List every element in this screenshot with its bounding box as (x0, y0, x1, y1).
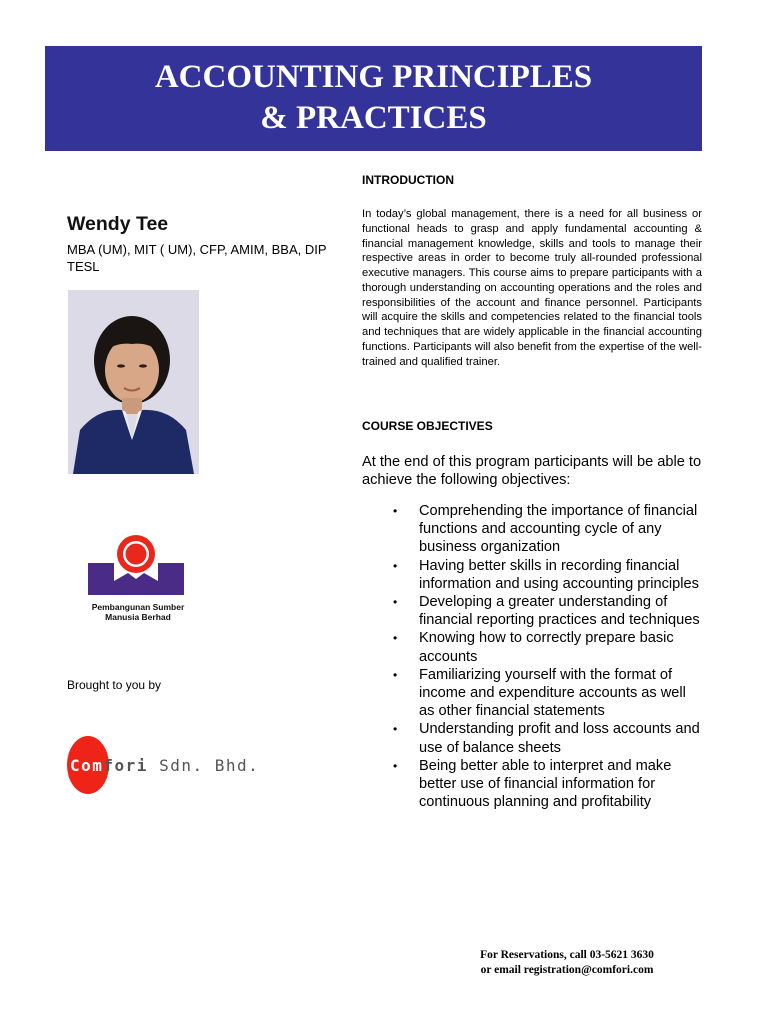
objective-item (393, 557, 703, 593)
title-banner (45, 46, 702, 151)
objective-text: Being better able to interpret and make better use of financial information for continuous planning and profitability (419, 757, 672, 811)
title-line-1: ACCOUNTING PRINCIPLES (154, 59, 593, 95)
objective-item (393, 629, 703, 665)
title-line-2: & PRACTICES (260, 100, 487, 136)
psmb-name-line-1: Pembangunan Sumber (91, 602, 185, 612)
trainer-photo (68, 290, 199, 474)
psmb-name-line-2: Manusia Berhad (105, 612, 171, 622)
comfori-logo-fori: fori (103, 756, 148, 775)
objective-item (393, 720, 703, 756)
objective-text: Understanding profit and loss accounts and use of balance sheets (419, 721, 700, 756)
comfori-logo (66, 736, 266, 796)
bullet-icon: • (393, 758, 398, 773)
trainer-name: Wendy Tee (67, 213, 169, 235)
psmb-logo (66, 533, 206, 633)
objective-text: Knowing how to correctly prepare basic accounts (419, 630, 674, 665)
objective-item (393, 593, 703, 629)
bullet-icon: • (393, 504, 398, 518)
psmb-emblem-icon (66, 533, 206, 603)
bullet-icon: • (393, 631, 398, 646)
trainer-qualifications: MBA (UM), MIT ( UM), CFP, AMIM, BBA, DIP TESL (67, 242, 327, 274)
introduction-heading: INTRODUCTION (362, 173, 454, 187)
bullet-icon: • (393, 595, 398, 610)
objective-text: Developing a greater understanding of financial reporting practices and techniques (419, 594, 700, 629)
bullet-icon: • (393, 667, 398, 682)
course-objectives-lead: At the end of this program participants will be able to achieve the following objectives: (362, 454, 702, 488)
course-objectives-heading: COURSE OBJECTIVES (362, 419, 493, 433)
reservation-email: or email registration@comfori.com (480, 964, 654, 976)
introduction-text: In today’s global management, there is a need for all business or functional heads to grasp and apply fundamental accounting & financial management knowledge, skills and tools to manage their respective areas in order to become truly all-rounded professional executive managers. This course aims to prepare participants with a thorough understanding on accounting operations and the roles and responsibilities of the account and finance personnel. Participants will acquire the skills and competencies related to the financial tools and techniques that are widely applicable in the financial accounting functions. Participants will also benefit from the expertise of the well-trained and qualified trainer. (362, 208, 702, 368)
bullet-icon: • (393, 722, 398, 737)
comfori-logo-com: Com (70, 756, 104, 775)
objective-text: Comprehending the importance of financial functions and accounting cycle of any business organization (419, 503, 698, 556)
objective-item (393, 666, 703, 721)
brought-to-you-label: Brought to you by (67, 678, 162, 692)
comfori-logo-rest: Sdn. Bhd. (147, 756, 260, 775)
objectives-list (393, 502, 703, 811)
objective-item (393, 757, 703, 812)
reservation-phone: For Reservations, call 03-5621 3630 (480, 949, 654, 961)
objective-text: Having better skills in recording financial information and using accounting principles (419, 557, 699, 592)
bullet-icon: • (393, 558, 398, 573)
objective-item (393, 502, 703, 557)
objective-text: Familiarizing yourself with the format of income and expenditure accounts as well as other financial statements (419, 666, 686, 720)
reservation-footer (452, 948, 682, 978)
